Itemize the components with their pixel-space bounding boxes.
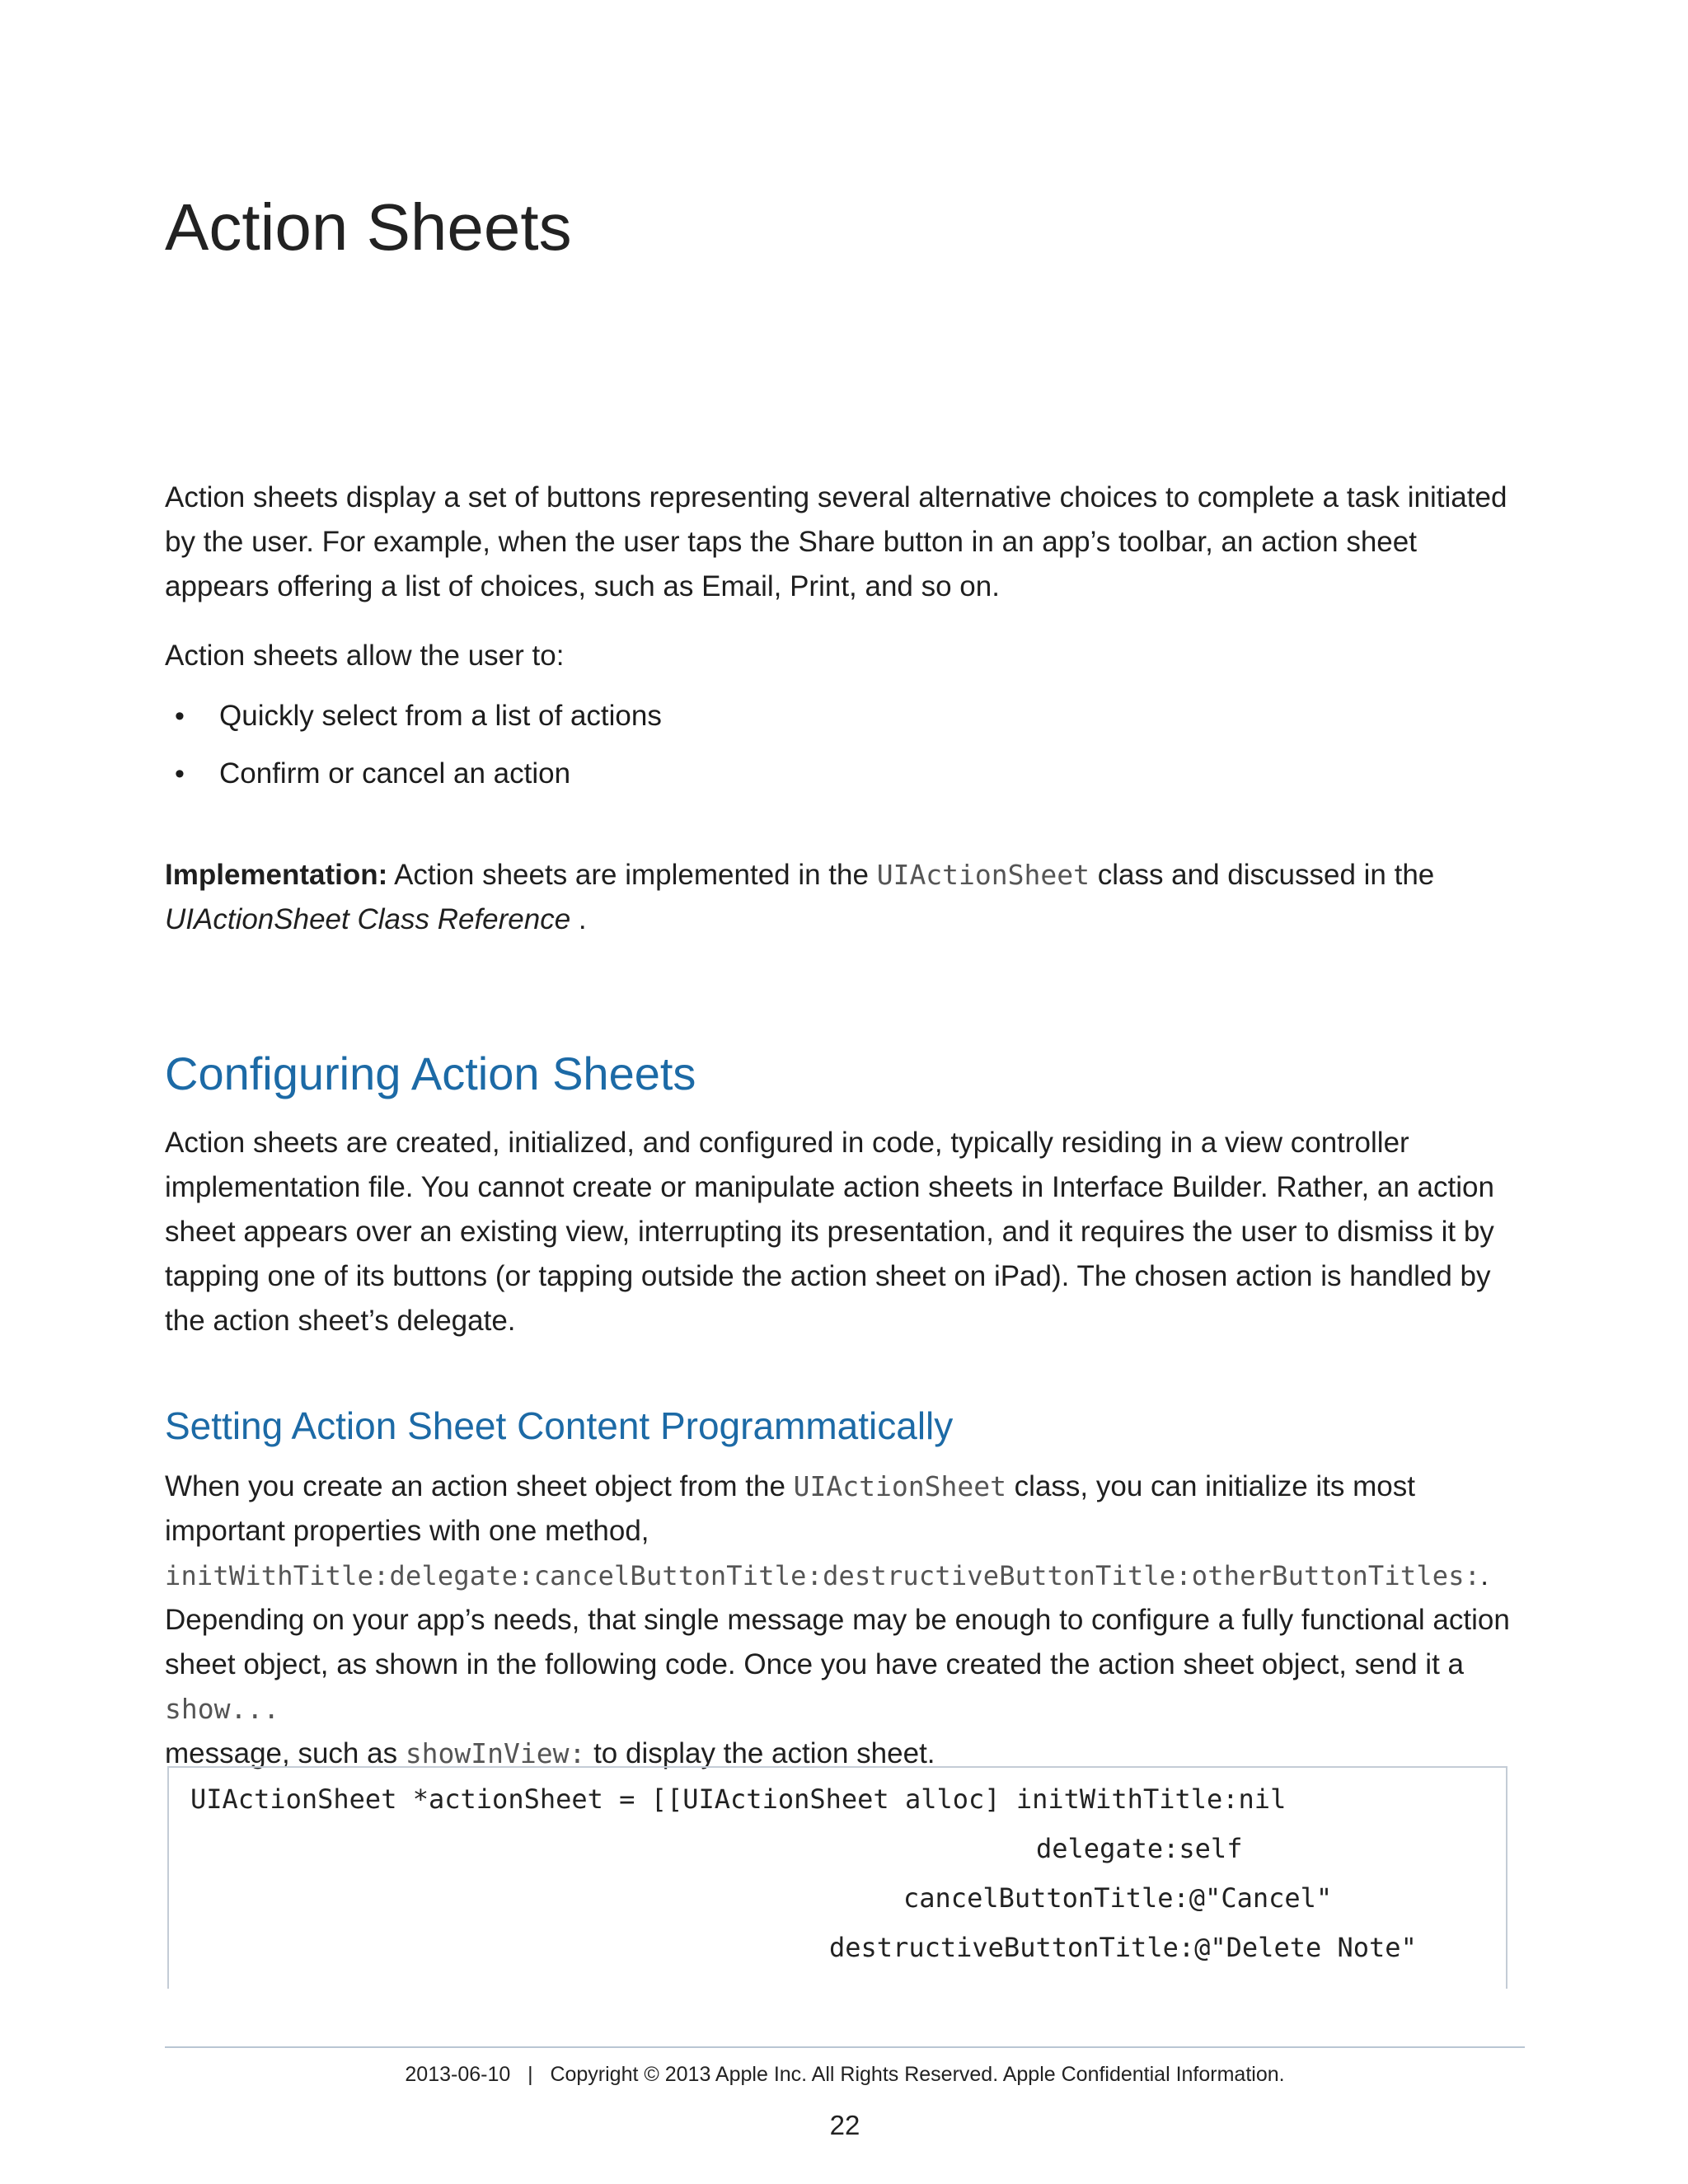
section-paragraph: Action sheets are created, initialized, and configured in code, typically residing in a view controller implementation file. You cannot create or manipulate action sheets in Interface Builder. Rather, an action sheet appears over an existing view, interrupting its presentation, and it requires the user to dismiss it by tapping one of its buttons (or tapping outside the action sheet on iPad). The chosen action is handled by the action sheet’s delegate. [165,1127,1494,1337]
subsection-text-2a: Depending on your app’s needs, that single message may be enough to configure a fully functional action sheet object, as shown in the following code. Once you have created the action sheet object, send it a [165,1604,1510,1680]
subsection-text-2b: message, such as [165,1737,406,1769]
code-line: destructiveButtonTitle:@"Delete Note" [829,1932,1417,1963]
section-heading: Configuring Action Sheets [165,1047,696,1099]
allow-lead: Action sheets allow the user to: [165,640,565,672]
list-item [165,752,1525,809]
code-line: delegate:self [1036,1833,1243,1864]
subsection-paragraph [165,1465,1525,1776]
page-number: 22 [829,2110,860,2140]
subsection-class-code: UIActionSheet [793,1470,1006,1502]
chapter-title: Action Sheets [165,190,572,264]
bullet-icon: • [175,758,185,790]
code-line: cancelButtonTitle:@"Cancel" [903,1882,1333,1914]
subsection-heading: Setting Action Sheet Content Programmatically [165,1404,954,1447]
show-in-view-code: showInView: [405,1737,586,1769]
footer-copyright: 2013-06-10 | Copyright © 2013 Apple Inc. All Rights Reserved. Apple Confidential Information. [405,2063,1285,2086]
bullet-icon: • [175,701,185,732]
code-listing [167,1766,1507,1989]
class-name-code: UIActionSheet [876,859,1090,891]
footer-divider [165,2046,1525,2048]
implementation-label: Implementation: [165,859,388,891]
class-reference-link[interactable]: UIActionSheet Class Reference [165,903,571,935]
list-item [165,694,1525,752]
show-code: show... [165,1693,280,1725]
bullet-list [165,694,1525,809]
implementation-text-1: Action sheets are implemented in the [387,859,877,891]
method-signature-code: initWithTitle:delegate:cancelButtonTitle:destructiveButtonTitle:otherButtonTitles: [165,1560,1481,1591]
bullet-text: Quickly select from a list of actions [219,700,662,732]
intro-paragraph: Action sheets display a set of buttons representing several alternative choices to complete a task initiated by the user. For example, when the user taps the Share button in an app’s toolbar, an action sheet appears offering a list of choices, such as Email, Print, and so on. [165,481,1507,602]
bullet-text: Confirm or cancel an action [219,757,571,790]
subsection-text-1b: class, you can initialize its most important properties with one method, [165,1470,1415,1547]
implementation-text-2: class and discussed in the [1089,859,1435,891]
code-line: UIActionSheet *actionSheet = [[UIActionSheet alloc] initWithTitle:nil [190,1783,1287,1815]
reference-period: . [570,903,587,935]
implementation-note [165,853,1525,942]
subsection-text-2c: to display the action sheet. [585,1737,935,1769]
subsection-text-1a: When you create an action sheet object from the [165,1470,794,1502]
method-period: . [1480,1559,1489,1591]
